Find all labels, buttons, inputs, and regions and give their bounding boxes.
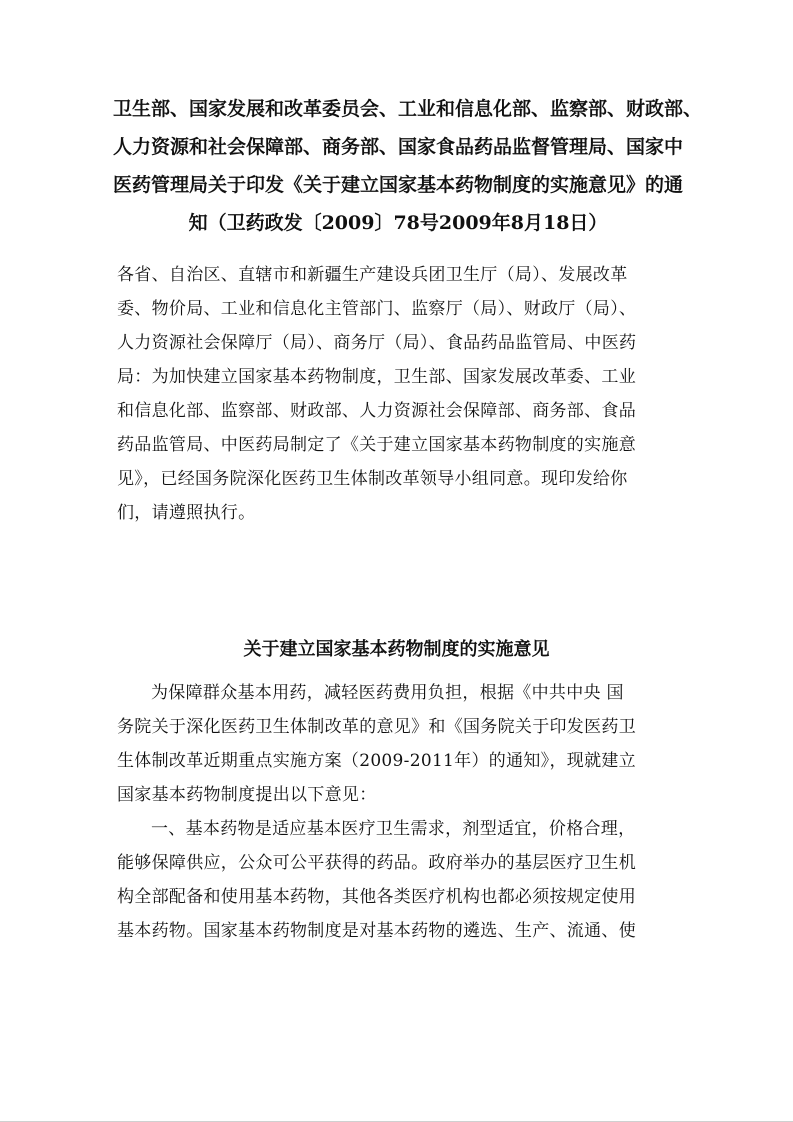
text-line: 构全部配备和使用基本药物，其他各类医疗机构也都必须按规定使用 [117, 887, 636, 907]
text-line: 们，请遵照执行。 [117, 503, 256, 523]
title-line: 人力资源和社会保障部、商务部、国家食品药品监督管理局、国家中 [113, 136, 684, 158]
text-line: 生体制改革近期重点实施方案（2009-2011年）的通知》，现就建立 [117, 751, 636, 771]
text-line: 务院关于深化医药卫生体制改革的意见》和《国务院关于印发医药卫 [117, 717, 636, 737]
text-line: 人力资源社会保障厅（局）、商务厅（局）、食品药品监管局、中医药 [117, 333, 637, 353]
opinion-paragraphs [117, 676, 679, 948]
text-line: 为保障群众基本用药，减轻医药费用负担，根据《中共中央 国 [151, 683, 624, 703]
section-title: 关于建立国家基本药物制度的实施意见 [243, 639, 550, 660]
title-line: 医药管理局关于印发《关于建立国家基本药物制度的实施意见》的通 [113, 174, 684, 196]
text-line: 基本药物。国家基本药物制度是对基本药物的遴选、生产、流通、使 [117, 921, 636, 941]
text-line: 能够保障供应，公众可公平获得的药品。政府举办的基层医疗卫生机 [117, 853, 636, 873]
title-line: 知（卫药政发〔2009〕78号2009年8月18日） [188, 212, 608, 234]
text-line: 和信息化部、监察部、财政部、人力资源社会保障部、商务部、食品 [117, 401, 636, 421]
notice-paragraph [117, 258, 679, 530]
text-line: 见》，已经国务院深化医药卫生体制改革领导小组同意。现印发给你 [117, 469, 628, 489]
text-line: 局：为加快建立国家基本药物制度，卫生部、国家发展改革委、工业 [117, 367, 636, 387]
text-line: 委、物价局、工业和信息化主管部门、监察厅（局）、财政厅（局）、 [117, 299, 637, 319]
title-line: 卫生部、国家发展和改革委员会、工业和信息化部、监察部、财政部、 [113, 98, 703, 120]
text-line: 一、基本药物是适应基本医疗卫生需求，剂型适宜，价格合理， [151, 819, 636, 839]
text-line: 药品监管局、中医药局制定了《关于建立国家基本药物制度的实施意 [117, 435, 636, 455]
text-line: 国家基本药物制度提出以下意见： [117, 785, 377, 805]
document-title [113, 90, 703, 242]
text-line: 各省、自治区、直辖市和新疆生产建设兵团卫生厅（局）、发展改革 [117, 265, 628, 285]
